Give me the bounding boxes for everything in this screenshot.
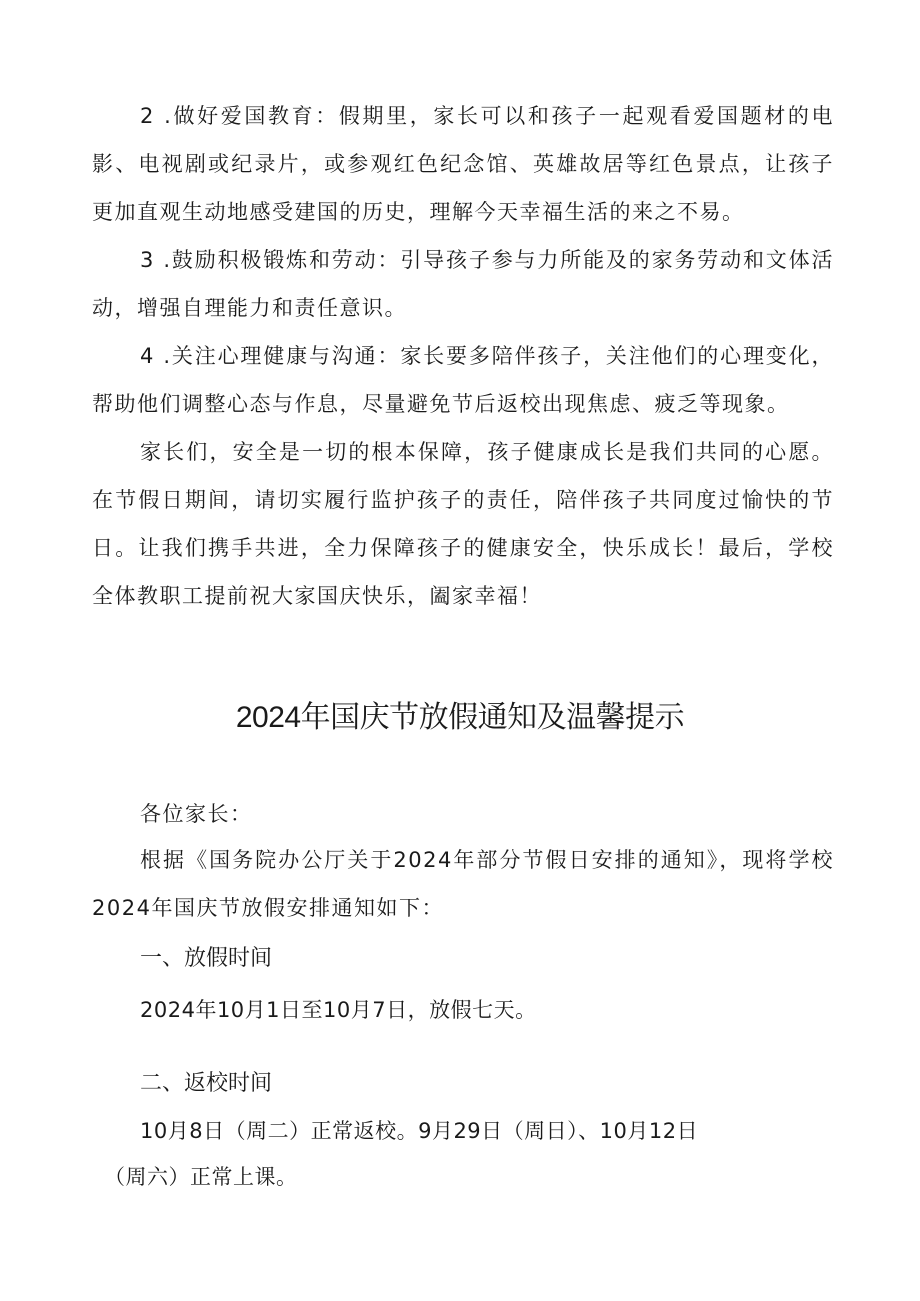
- intro-paragraph: 根据《国务院办公厅关于2024年部分节假日安排的通知》，现将学校2024年国庆节放假安排通知如下：: [92, 848, 834, 920]
- tip-item-2: 2 .做好爱国教育：假期里，家长可以和孩子一起观看爱国题材的电影、电视剧或纪录片，或参观红色纪念馆、英雄故居等红色景点，让孩子更加直观生动地感受建国的历史，理解今天幸福生活的来之不易。: [92, 104, 834, 224]
- closing-paragraph: 家长们，安全是一切的根本保障，孩子健康成长是我们共同的心愿。在节假日期间，请切实履行监护孩子的责任，陪伴孩子共同度过愉快的节日。让我们携手共进，全力保障孩子的健康安全，快乐成长！最后，学校全体教职工提前祝大家国庆快乐，阖家幸福！: [92, 440, 834, 608]
- greeting: 各位家长：: [140, 802, 253, 826]
- return-time-line-2: （周六）正常上课。: [104, 1165, 298, 1189]
- return-time-text: [92, 1108, 834, 1200]
- return-time-line-1: 10月8日（周二）正常返校。9月29日（周日）、10月12日: [140, 1119, 699, 1143]
- tip-item-3: 3 .鼓励积极锻炼和劳动：引导孩子参与力所能及的家务劳动和文体活动，增强自理能力和责任意识。: [92, 248, 834, 320]
- section-heading-return-time: 二、返校时间: [140, 1071, 273, 1096]
- section-heading-holiday-time: 一、放假时间: [140, 946, 273, 971]
- holiday-time-text: 2024年10月1日至10月7日，放假七天。: [140, 998, 537, 1022]
- notice-title: 2024年国庆节放假通知及温馨提示: [235, 701, 685, 734]
- tip-item-4: 4 .关注心理健康与沟通：家长要多陪伴孩子，关注他们的心理变化，帮助他们调整心态与作息，尽量避免节后返校出现焦虑、疲乏等现象。: [92, 344, 834, 416]
